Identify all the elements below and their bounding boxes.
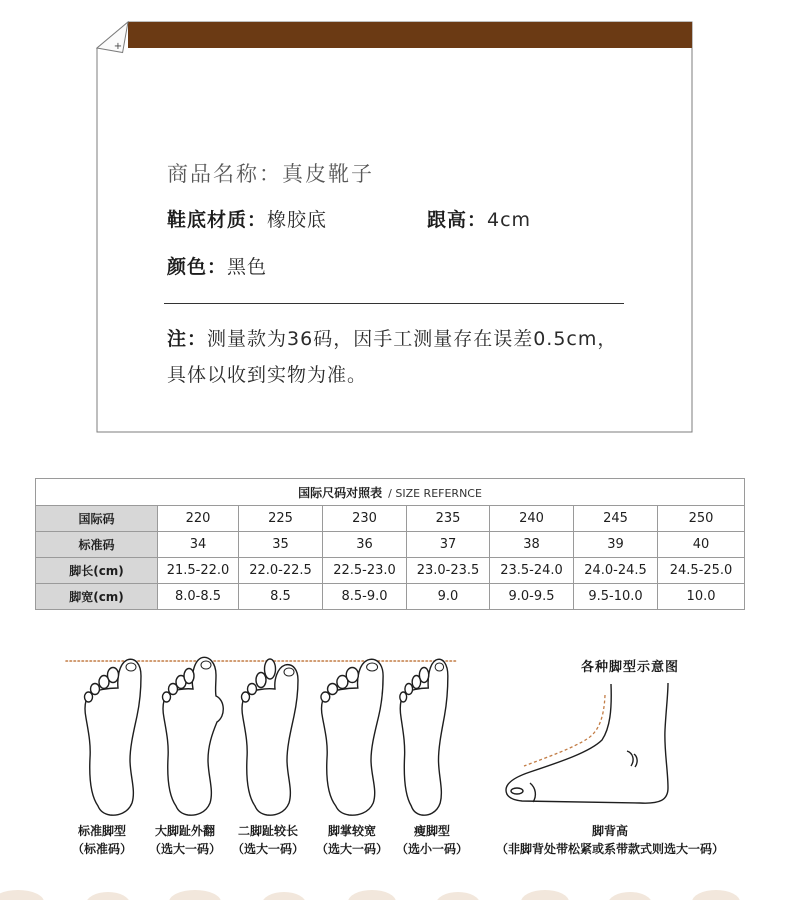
size-cell: 34 [158, 532, 239, 558]
heel-height-value: 4cm [487, 209, 532, 231]
foot-type-advice-standard: （标准码） [71, 842, 132, 856]
size-cell: 240 [490, 506, 574, 532]
instep-type-name: 脚背高 [591, 824, 628, 838]
size-cell: 9.0-9.5 [490, 584, 574, 610]
size-row-international [36, 506, 745, 532]
size-row-foot-length [36, 558, 745, 584]
size-cell: 8.0-8.5 [158, 584, 239, 610]
card-divider [164, 303, 624, 304]
size-cell: 225 [239, 506, 323, 532]
size-cell: 23.5-24.0 [490, 558, 574, 584]
product-name-value: 真皮靴子 [282, 162, 374, 186]
size-cell: 24.5-25.0 [658, 558, 745, 584]
foot-type-name-standard: 标准脚型 [77, 824, 126, 838]
sole-material-label: 鞋底材质： [167, 209, 268, 231]
foot-type-advice-narrow: （选小一码） [395, 842, 468, 856]
size-cell: 9.5-10.0 [574, 584, 658, 610]
foot-types-illustration [60, 650, 460, 820]
wide-foot-icon [321, 659, 383, 815]
ankle-bone-mark [634, 754, 637, 767]
size-cell: 230 [323, 506, 407, 532]
foot-type-name-narrow: 瘦脚型 [413, 824, 450, 838]
size-cell: 8.5 [239, 584, 323, 610]
foot-type-name-bunion: 大脚趾外翻 [154, 824, 215, 838]
row-label: 脚长(cm) [36, 558, 158, 584]
instep-type-advice: （非脚背处带松紧或系带款式则选大一码） [495, 842, 724, 856]
size-cell: 22.0-22.5 [239, 558, 323, 584]
size-table-title: 国际尺码对照表 [298, 485, 383, 500]
size-cell: 24.0-24.5 [574, 558, 658, 584]
size-row-standard [36, 532, 745, 558]
foot-type-name-long-second-toe: 二脚趾较长 [237, 824, 298, 838]
foot-type-advice-wide: （选大一码） [315, 842, 388, 856]
size-cell: 220 [158, 506, 239, 532]
size-cell: 23.0-23.5 [407, 558, 490, 584]
note-text-2: 具体以收到实物为准。 [167, 364, 368, 386]
size-cell: 38 [490, 532, 574, 558]
side-foot-outline [506, 683, 668, 803]
size-table-title-row [36, 479, 745, 506]
folded-corner-icon [97, 22, 128, 53]
size-table-title-cell [36, 479, 745, 506]
product-name-label: 商品名称： [167, 162, 282, 186]
row-label: 标准码 [36, 532, 158, 558]
color-label: 颜色： [167, 256, 228, 278]
instep-guide-line [524, 695, 605, 766]
toe-crease-mark [530, 783, 535, 802]
foot-type-name-wide: 脚掌较宽 [327, 824, 376, 838]
size-cell: 250 [658, 506, 745, 532]
row-label: 国际码 [36, 506, 158, 532]
size-cell: 40 [658, 532, 745, 558]
size-cell: 35 [239, 532, 323, 558]
color-value: 黑色 [227, 256, 268, 278]
size-cell: 36 [323, 532, 407, 558]
note-line-2 [167, 362, 367, 388]
heel-height-label: 跟高： [427, 209, 488, 231]
sole-material-value: 橡胶底 [267, 209, 328, 231]
sole-material-line [167, 207, 327, 233]
color-line [167, 254, 267, 280]
bunion-foot-icon [163, 657, 224, 815]
size-table-title-en: / SIZE REFERNCE [388, 486, 482, 500]
high-instep-foot-icon [490, 675, 690, 815]
size-cell: 21.5-22.0 [158, 558, 239, 584]
narrow-foot-icon [400, 659, 448, 815]
size-reference-table [35, 478, 745, 610]
size-cell: 22.5-23.0 [323, 558, 407, 584]
size-cell: 245 [574, 506, 658, 532]
foot-diagram-title: 各种脚型示意图 [580, 660, 679, 675]
note-line-1 [167, 326, 617, 352]
note-text-1: 测量款为36码，因手工测量存在误差0.5cm， [207, 328, 618, 350]
fold-mark: + [113, 41, 123, 52]
card-header-bar [128, 22, 692, 48]
ankle-bone-mark [627, 751, 633, 766]
size-row-foot-width [36, 584, 745, 610]
bottom-decoration [0, 880, 790, 900]
long-second-toe-foot-icon [242, 659, 299, 815]
size-cell: 10.0 [658, 584, 745, 610]
heel-height-line [427, 207, 531, 233]
standard-foot-icon [85, 659, 142, 815]
row-label: 脚宽(cm) [36, 584, 158, 610]
foot-type-advice-long-second-toe: （选大一码） [231, 842, 304, 856]
size-cell: 37 [407, 532, 490, 558]
foot-type-advice-bunion: （选大一码） [148, 842, 221, 856]
size-cell: 39 [574, 532, 658, 558]
size-cell: 9.0 [407, 584, 490, 610]
toenail-mark [511, 788, 523, 794]
note-label: 注： [167, 328, 208, 350]
size-cell: 235 [407, 506, 490, 532]
size-cell: 8.5-9.0 [323, 584, 407, 610]
product-name-line [167, 161, 374, 187]
